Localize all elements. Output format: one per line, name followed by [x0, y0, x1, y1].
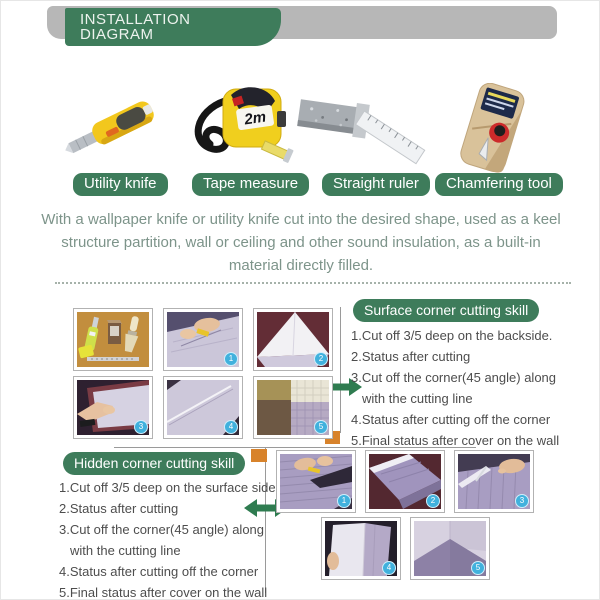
photo-number-badge: 1 — [224, 352, 238, 366]
step-line-continued: with the cutting line — [70, 543, 181, 558]
step-line: 3.Cut off the corner(45 angle) along — [59, 522, 265, 537]
dashed-divider — [55, 282, 571, 284]
photo-status-after-cutting — [253, 308, 333, 371]
photo-number-badge: 3 — [134, 420, 148, 434]
surface-skill-title: Surface corner cutting skill — [353, 299, 539, 322]
header-title-line2: DIAGRAM — [80, 26, 154, 43]
utility-knife-image — [63, 89, 169, 167]
photo-number-badge: 2 — [314, 352, 328, 366]
photo-status-after-corner-cut-hidden — [321, 517, 401, 580]
straight-ruler-image — [297, 91, 435, 171]
photo-number-badge: 5 — [471, 561, 485, 575]
photo-final-on-wall — [253, 376, 333, 439]
photo-cut-corner-45 — [73, 376, 153, 439]
photo-number-badge: 1 — [337, 494, 351, 508]
header-title-line1: INSTALLATION — [80, 11, 191, 28]
tape-size-label: 2m — [243, 108, 268, 129]
step-line: 4.Status after cutting off the corner — [59, 564, 259, 579]
tool-label-tape-measure: Tape measure — [192, 173, 309, 196]
photo-number-badge: 3 — [515, 494, 529, 508]
photo-cut-corner-45-hidden — [454, 450, 534, 513]
photo-final-on-wall-hidden — [410, 517, 490, 580]
step-line: 5.Final status after cover on the wall — [59, 585, 268, 600]
description-line: With a wallpaper knife or utility knife cut into the desired shape, used as a keel — [41, 211, 561, 228]
photo-number-badge: 5 — [314, 420, 328, 434]
photo-number-badge: 2 — [426, 494, 440, 508]
photo-number-badge: 4 — [382, 561, 396, 575]
tool-label-chamfering-tool: Chamfering tool — [435, 173, 563, 196]
step-line: 4.Status after cutting off the corner — [351, 412, 551, 427]
photo-status-after-cutting-hidden — [365, 450, 445, 513]
step-line: 1.Cut off 3/5 deep on the surface side — [59, 480, 276, 495]
step-line: 2.Status after cutting — [59, 501, 179, 516]
hidden-skill-title: Hidden corner cutting skill — [63, 452, 245, 475]
hidden-skill-steps — [59, 477, 276, 600]
connector-vline-top — [340, 307, 341, 433]
surface-skill-steps — [351, 325, 559, 451]
tool-label-straight-ruler: Straight ruler — [322, 173, 430, 196]
header-title-badge — [65, 8, 281, 46]
photo-cut-backside — [163, 308, 243, 371]
chamfering-tool-image — [437, 83, 551, 175]
description-line: structure partition, wall or ceiling and other sound insulation, as a built-in — [61, 234, 541, 251]
description-line: material directly filled. — [228, 257, 374, 274]
step-line: 2.Status after cutting — [351, 349, 471, 364]
step-line: 1.Cut off 3/5 deep on the backside. — [351, 328, 553, 343]
photo-cut-surface-side — [276, 450, 356, 513]
photo-status-after-corner-cut — [163, 376, 243, 439]
step-line: 5.Final status after cover on the wall — [351, 433, 560, 448]
tape-measure-image — [177, 85, 295, 171]
photo-number-badge: 4 — [224, 420, 238, 434]
photo-cutting-tools — [73, 308, 153, 371]
step-line: 3.Cut off the corner(45 angle) along — [351, 370, 557, 385]
tool-label-utility-knife: Utility knife — [73, 173, 168, 196]
step-line-continued: with the cutting line — [362, 391, 473, 406]
connector-node-bottom — [251, 449, 267, 462]
description-paragraph — [41, 208, 561, 277]
